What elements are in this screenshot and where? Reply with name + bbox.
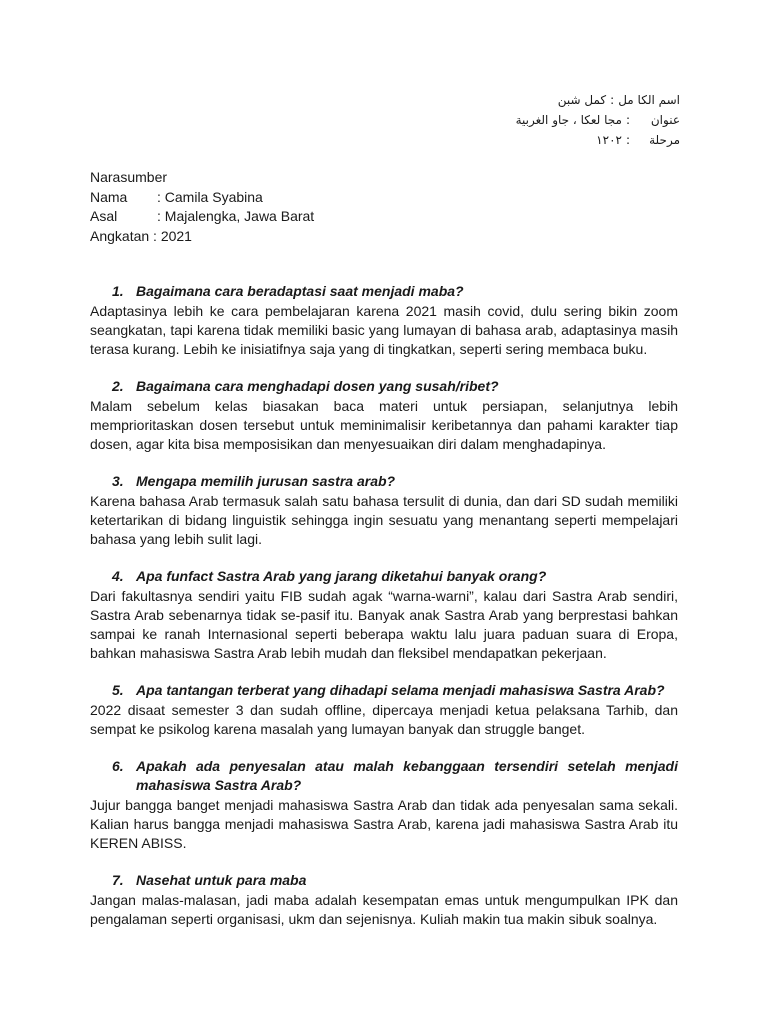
question-text: Bagaimana cara beradaptasi saat menjadi maba? [136,283,464,299]
question-number: 2. [112,378,124,394]
arabic-address-row [380,110,680,130]
question-number: 6. [112,758,124,774]
interviewee-name-row [90,188,314,208]
interviewee-name-value: : Camila Syabina [157,188,263,205]
question-text: Nasehat untuk para maba [136,872,307,888]
answer-text: Jujur bangga banget menjadi mahasiswa Sastra Arab dan tidak ada penyesalan sama sekali. Kalian harus bangga menjadi mahasiswa Sastra Arab, karena jadi mahasiswa Sastra Arab itu KEREN ABISS. [90,797,678,851]
question-number: 7. [112,872,124,888]
arabic-level-row [380,130,680,150]
arabic-name-row [380,90,680,110]
qa-list [90,282,678,947]
question-text: Apakah ada penyesalan atau malah kebanggaan tersendiri setelah menjadi mahasiswa Sastra Arab? [136,758,678,793]
question [90,567,678,586]
arabic-name-value: كمل شبن [557,93,607,107]
answer-text: Karena bahasa Arab termasuk salah satu bahasa tersulit di dunia, dan dari SD sudah memiliki ketertarikan di bidang linguistik sehingga ingin sesuatu yang menantang seperti mempelajari bahasa yang lebih sulit lagi. [90,493,678,547]
arabic-separator: : [610,93,615,107]
arabic-address-value: مجا لعكا ، جاو الغربية [515,113,622,127]
question-number: 4. [112,568,124,584]
question [90,681,678,700]
answer-text: Dari fakultasnya sendiri yaitu FIB sudah agak “warna-warni”, kalau dari Sastra Arab sendiri, Sastra Arab sebenarnya tidak se-pasif itu. Banyak anak Sastra Arab yang berprestasi bahkan sampai ke ranah Internasional seperti beberapa waktu lalu juara paduan suara di Eropa, bahkan mahasiswa Sastra Arab lebih mudah dan fleksibel mendapatkan pekerjaan. [90,588,678,661]
question [90,871,678,890]
interviewee-info [90,168,314,246]
qa-item [90,472,678,549]
interviewee-batch: Angkatan : 2021 [90,227,192,244]
question [90,472,678,491]
qa-item [90,567,678,663]
question-number: 5. [112,682,124,698]
question [90,757,678,795]
arabic-header [380,90,680,150]
arabic-level-label: مرحلة [649,133,680,147]
qa-item [90,377,678,454]
answer-text: Malam sebelum kelas biasakan baca materi untuk persiapan, selanjutnya lebih memprioritaskan dosen tersebut untuk meminimalisir keribetannya dan pahami karakter tiap dosen, agar kita bisa memposisikan dan menyesuaikan diri dalam menghadapinya. [90,398,678,452]
qa-item [90,681,678,739]
arabic-address-label: عنوان [650,113,680,127]
arabic-separator: : [625,133,630,147]
interviewee-origin-label: Asal [90,208,118,224]
question-text: Apa funfact Sastra Arab yang jarang diketahui banyak orang? [136,568,547,584]
question [90,282,678,301]
question-number: 3. [112,473,124,489]
answer-text: Jangan malas-malasan, jadi maba adalah kesempatan emas untuk mengumpulkan IPK dan pengalaman seperti organisasi, ukm dan sejenisnya. Kuliah makin tua makin sibuk soalnya. [90,892,678,927]
arabic-level-value: ١٢٠٢ [596,133,622,147]
interviewee-heading: Narasumber [90,169,168,185]
answer-text: Adaptasinya lebih ke cara pembelajaran karena 2021 masih covid, dulu sering bikin zoom seangkatan, tapi karena tidak memiliki basic yang lumayan di bahasa arab, adaptasinya masih terasa kurang. Lebih ke inisiatifnya saja yang di tingkatkan, seperti sering membaca buku. [90,303,678,357]
qa-item [90,282,678,359]
question-text: Mengapa memilih jurusan sastra arab? [136,473,396,489]
arabic-name-label: اسم الكا مل [618,93,680,107]
question [90,377,678,396]
answer-text: 2022 disaat semester 3 dan sudah offline, dipercaya menjadi ketua pelaksana Tarhib, dan sempat ke psikolog karena masalah yang lumayan banyak dan struggle banget. [90,702,678,737]
interviewee-origin-value: : Majalengka, Jawa Barat [157,208,315,224]
interviewee-name-label: Nama [90,188,128,205]
interviewee-origin-row [90,207,314,227]
question-text: Apa tantangan terberat yang dihadapi selama menjadi mahasiswa Sastra Arab? [136,682,665,698]
qa-item [90,871,678,929]
question-number: 1. [112,283,124,299]
arabic-separator: : [625,113,630,127]
qa-item [90,757,678,853]
question-text: Bagaimana cara menghadapi dosen yang susah/ribet? [136,378,499,394]
